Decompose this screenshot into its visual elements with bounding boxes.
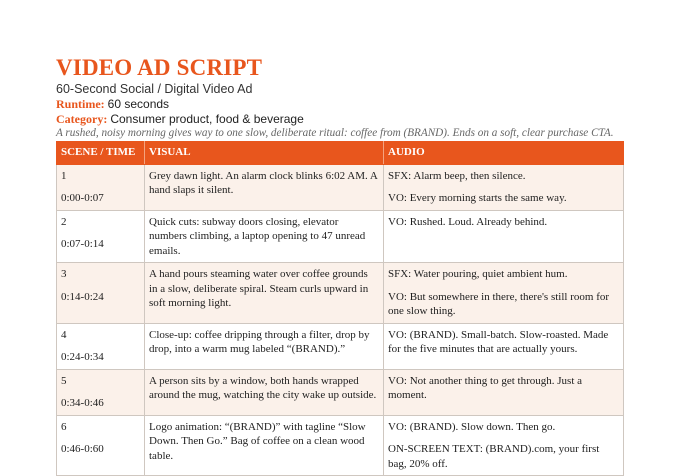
scene-number: 6: [61, 420, 67, 433]
audio-line: ON-SCREEN TEXT: (BRAND).com, your first bag, 20% off.: [388, 443, 600, 470]
scene-time: 0:00-0:07: [61, 192, 104, 204]
table-row: [57, 263, 624, 324]
table-header-row: [57, 142, 624, 165]
page-title: VIDEO AD SCRIPT: [56, 55, 263, 80]
scene-number: 2: [61, 215, 67, 228]
scene-time: 0:34-0:46: [61, 397, 104, 409]
table-row: [57, 164, 624, 210]
table-row: [57, 210, 624, 263]
audio-line: VO: Every morning starts the same way.: [388, 192, 567, 204]
scene-number: 1: [61, 169, 67, 182]
runtime-label: Runtime:: [56, 97, 105, 111]
runtime-line: [56, 97, 623, 112]
scene-cell: [57, 164, 145, 210]
visual-cell: Grey dawn light. An alarm clock blinks 6:02 AM. A hand slaps it silent.: [145, 164, 384, 210]
category-line: [56, 112, 623, 127]
scene-cell: [57, 415, 145, 476]
scene-cell: [57, 369, 145, 415]
audio-line: VO: Rushed. Loud. Already behind.: [388, 215, 548, 228]
scene-number: 5: [61, 374, 67, 387]
audio-cell: [384, 164, 624, 210]
visual-cell: Close-up: coffee dripping through a filter, drop by drop, into a warm mug labeled “(BRAND).”: [145, 323, 384, 369]
scene-time: 0:07-0:14: [61, 238, 104, 250]
script-document: [56, 55, 623, 476]
audio-line: VO: (BRAND). Small-batch. Slow-roasted. Made for the five minutes that are actually yours.: [388, 328, 609, 355]
scene-time: 0:24-0:34: [61, 351, 104, 363]
audio-cell: [384, 323, 624, 369]
audio-line: VO: (BRAND). Slow down. Then go.: [388, 420, 556, 433]
table-row: [57, 323, 624, 369]
audio-cell: [384, 210, 624, 263]
scene-cell: [57, 263, 145, 324]
category-label: Category:: [56, 111, 108, 126]
scene-cell: [57, 210, 145, 263]
runtime-value: 60 seconds: [107, 97, 170, 111]
column-header-visual: VISUAL: [145, 142, 384, 165]
audio-line: VO: Not another thing to get through. Just a moment.: [388, 374, 583, 401]
audio-line: VO: But somewhere in there, there's still room for one slow thing.: [388, 290, 610, 317]
scene-time: 0:14-0:24: [61, 290, 104, 303]
concept-summary: A rushed, noisy morning gives way to one slow, deliberate ritual: coffee from (BRAND). Ends on a soft, clear purchase CTA.: [56, 127, 614, 139]
audio-line: SFX: Water pouring, quiet ambient hum.: [388, 268, 568, 280]
visual-cell: A hand pours steaming water over coffee grounds in a slow, deliberate spiral. Steam curls upward in soft morning light.: [145, 263, 384, 324]
visual-cell: Logo animation: “(BRAND)” with tagline “Slow Down. Then Go.” Bag of coffee on a clean wood table.: [145, 415, 384, 476]
scene-cell: [57, 323, 145, 369]
table-row: [57, 415, 624, 476]
scene-number: 3: [61, 268, 67, 280]
audio-line: SFX: Alarm beep, then silence.: [388, 169, 526, 182]
visual-cell: Quick cuts: subway doors closing, elevator numbers climbing, a laptop opening to 47 unread emails.: [145, 210, 384, 263]
audio-cell: [384, 263, 624, 324]
scene-time: 0:46-0:60: [61, 443, 104, 455]
script-table: [56, 141, 624, 476]
column-header-audio: AUDIO: [384, 142, 624, 165]
scene-number: 4: [61, 328, 67, 341]
visual-cell: A person sits by a window, both hands wrapped around the mug, watching the city wake up outside.: [145, 369, 384, 415]
page-subtitle: 60-Second Social / Digital Video Ad: [56, 82, 253, 96]
category-value: Consumer product, food & beverage: [110, 111, 304, 126]
table-row: [57, 369, 624, 415]
audio-cell: [384, 369, 624, 415]
column-header-scene-time: SCENE / TIME: [57, 142, 145, 165]
audio-cell: [384, 415, 624, 476]
